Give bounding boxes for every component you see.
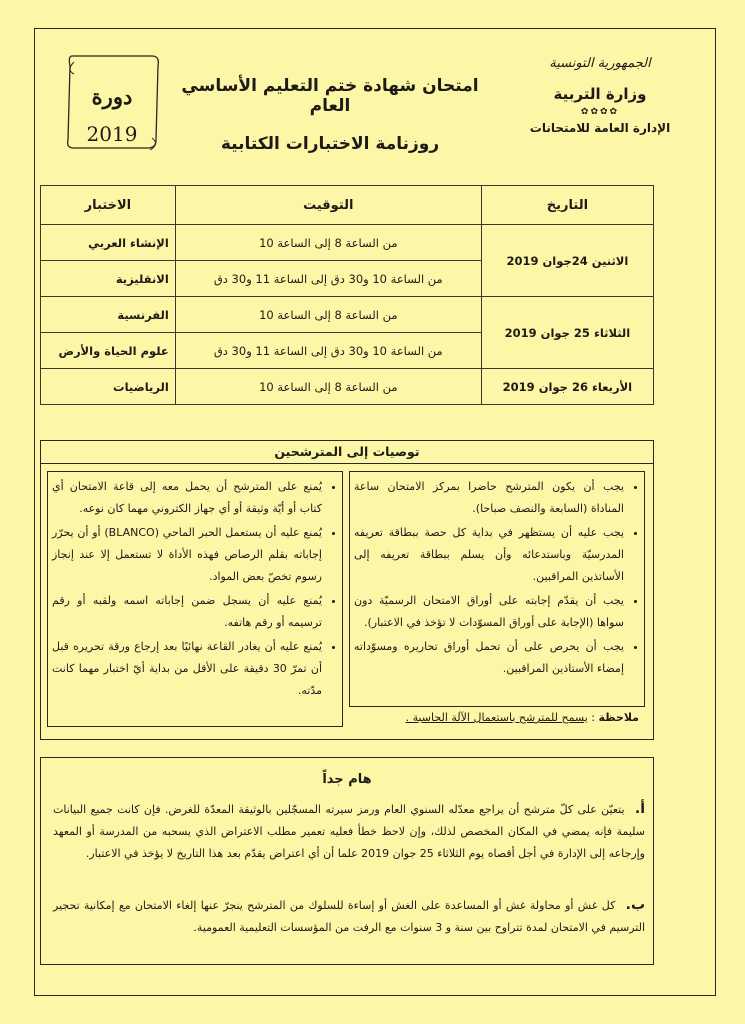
important-item-b <box>53 894 645 939</box>
recommendations-left-column <box>47 471 343 727</box>
exam-subject: الانقليزية <box>41 261 176 297</box>
list-item: • يجب أن يكون المترشح حاضرا بمركز الامتحان ساعة المناداة (السابعة والنصف صباحا). <box>354 476 624 520</box>
list-item: • يُمنع عليه أن يستعمل الحبر الماحي (BLANCO) أو أن يحرّر إجاباته بقلم الرصاص فهذه الأداة لا تستعمل إلا عند إنجاز رسوم تخصّ بعض المواد. <box>52 522 322 588</box>
list-item: • يجب أن يقدّم إجابته على أوراق الامتحان الرسميّة دون سواها (الإجابة على أوراق المسوّدات لا تؤخذ في الاعتبار). <box>354 590 624 634</box>
schedule-table <box>40 185 654 405</box>
important-text: يتعيّن على كلّ مترشح أن يراجع معدّله السنوي العام ورمز سيرته المسجّلين بالوثيقة المعدّة للغرض. فإن كانت جميع البيانات سليمة فإنه يمضي في المكان المخصص لذلك، وإن لاحظ خطأ فعليه تعمير مطلب الاعتراض الذي يسحبه من المدرسة أو المعهد وإرجاعه إلى الإدارة في أجل أقصاه يوم الثلاثاء 25 جوان 2019 علما أن أي اعتراض يقدّم بعد هذا التاريخ لا يؤخذ في الاعتبار. <box>53 803 645 860</box>
recommendations-title: توصيات إلى المترشحين <box>41 441 653 464</box>
exam-subject: الإنشاء العربي <box>41 225 176 261</box>
day-date: الأربعاء 26 جوان 2019 <box>481 369 653 405</box>
session-year: 2019 <box>86 122 138 146</box>
exam-subject: علوم الحياة والأرض <box>41 333 176 369</box>
exam-time: من الساعة 10 و30 دق إلى الساعة 11 و30 دق <box>175 261 481 297</box>
note-text: يسمح للمترشح باستعمال الآلة الحاسبة . <box>405 711 588 724</box>
exam-time: من الساعة 8 إلى الساعة 10 <box>175 225 481 261</box>
calculator-note: ملاحظة : يسمح للمترشح باستعمال الآلة الحاسبة . <box>405 711 639 724</box>
list-item: • يُمنع عليه أن يسجل ضمن إجاباته اسمه ولقبه أو رقم ترسيمه أو رقم هاتفه. <box>52 590 322 634</box>
calendar-title: روزنامة الاختبارات الكتابية <box>220 134 440 154</box>
header-time: التوقيت <box>175 186 481 225</box>
list-item: • يجب أن يحرص على أن تحمل أوراق تحاريره ومسوّداته إمضاء الأستاذين المراقبين. <box>354 636 624 680</box>
day-date: الاثنين 24جوان 2019 <box>481 225 653 297</box>
table-row <box>41 369 654 405</box>
recommendations-box <box>40 440 654 740</box>
list-item: • يُمنع على المترشح أن يحمل معه إلى قاعة الامتحان أي كتاب أو أيّة وثيقة أو أي جهاز الكتروني مهما كان نوعه. <box>52 476 322 520</box>
exam-time: من الساعة 8 إلى الساعة 10 <box>175 369 481 405</box>
exam-title: امتحان شهادة ختم التعليم الأساسي العام <box>181 76 479 116</box>
table-row <box>41 225 654 261</box>
item-marker: ب. <box>625 897 646 913</box>
stars-ornament: ✿✿✿✿ <box>580 107 620 117</box>
list-item: • يجب عليه أن يستظهر في بداية كل حصة ببطاقة تعريفه المدرسيّة وباستدعائه وأن يسلم ببطاقة تعريفه إلى الأساتذين المراقبين. <box>354 522 624 588</box>
item-marker: أ. <box>634 801 645 817</box>
day-date: الثلاثاء 25 جوان 2019 <box>481 297 653 369</box>
exam-time: من الساعة 10 و30 دق إلى الساعة 11 و30 دق <box>175 333 481 369</box>
important-item-a <box>53 798 645 865</box>
schedule-header-row <box>41 186 654 225</box>
important-text: كل غش أو محاولة غش أو المساعدة على الغش أو إساءة للسلوك من المترشح ينجرّ عنها إلغاء الامتحان مع إمكانية تحجير الترسيم في الامتحان لمدة تتراوح بين سنة و 3 سنوات مع الرفت من المؤسسات التعليمية العمومية. <box>53 899 645 934</box>
table-row <box>41 297 654 333</box>
header-exam: الاختبار <box>41 186 176 225</box>
directorate-name: الإدارة العامة للامتحانات <box>529 121 671 135</box>
header-date: التاريخ <box>481 186 653 225</box>
ministry-block <box>520 56 680 135</box>
ministry-name: وزارة التربية <box>553 85 647 103</box>
list-item: • يُمنع عليه أن يغادر القاعة نهائيًا بعد إرجاع ورقة تحريره قبل أن تمرّ 30 دقيقة على الأقل من بداية أيّ اختبار مهما كانت مدّته. <box>52 636 322 702</box>
important-title: هام جداً <box>322 772 372 787</box>
session-label: دورة <box>91 84 133 109</box>
exam-subject: الفرنسية <box>41 297 176 333</box>
exam-subject: الرياضيات <box>41 369 176 405</box>
republic-name: الجمهورية التونسية <box>549 56 651 71</box>
title-block <box>170 76 490 154</box>
note-label: ملاحظة <box>598 711 639 724</box>
recommendations-right-column <box>349 471 645 707</box>
session-scroll <box>62 48 162 158</box>
important-box <box>40 757 654 965</box>
exam-time: من الساعة 8 إلى الساعة 10 <box>175 297 481 333</box>
